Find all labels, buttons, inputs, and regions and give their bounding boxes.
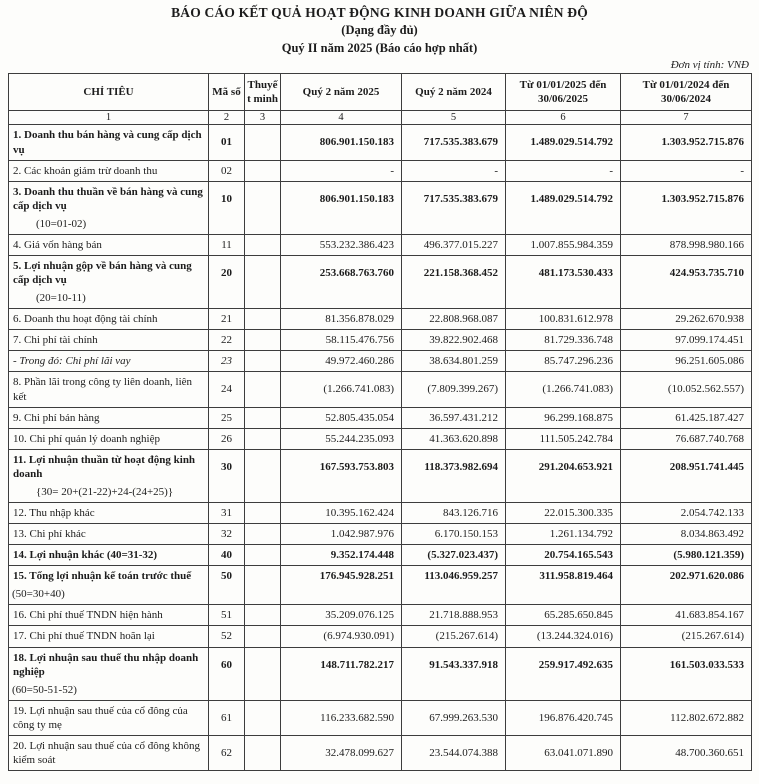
value-q2-2024: 23.544.074.388 xyxy=(402,735,506,770)
formula-row xyxy=(9,586,752,605)
row-label: 17. Chi phí thuế TNDN hoãn lại xyxy=(9,626,209,647)
row-label: 12. Thu nhập khác xyxy=(9,503,209,524)
row-note xyxy=(245,234,281,255)
row-code: 24 xyxy=(209,372,245,407)
value-q2-2025: 806.901.150.183 xyxy=(281,125,402,160)
row-code: 40 xyxy=(209,545,245,566)
table-row xyxy=(9,647,752,682)
value-q2-2025: 1.042.987.976 xyxy=(281,524,402,545)
value-ytd-2025: 100.831.612.978 xyxy=(506,309,621,330)
value-ytd-2025: (13.244.324.016) xyxy=(506,626,621,647)
table-row xyxy=(9,545,752,566)
value-ytd-2024: 208.951.741.445 xyxy=(621,449,752,484)
empty-cell xyxy=(209,682,245,701)
value-q2-2025: 52.805.435.054 xyxy=(281,407,402,428)
value-q2-2024: - xyxy=(402,160,506,181)
value-ytd-2025: (1.266.741.083) xyxy=(506,372,621,407)
value-ytd-2025: 1.489.029.514.792 xyxy=(506,125,621,160)
row-code: 02 xyxy=(209,160,245,181)
value-q2-2024: 91.543.337.918 xyxy=(402,647,506,682)
empty-cell xyxy=(621,290,752,309)
value-q2-2024: (5.327.023.437) xyxy=(402,545,506,566)
value-ytd-2025: 85.747.296.236 xyxy=(506,351,621,372)
value-q2-2024: 843.126.716 xyxy=(402,503,506,524)
value-ytd-2024: 48.700.360.651 xyxy=(621,735,752,770)
value-q2-2025: 553.232.386.423 xyxy=(281,234,402,255)
table-row xyxy=(9,700,752,735)
row-label: 11. Lợi nhuận thuần từ hoạt động kinh doanh xyxy=(9,449,209,484)
row-label: 19. Lợi nhuận sau thuế của cổ đông của công ty mẹ xyxy=(9,700,209,735)
empty-cell xyxy=(402,216,506,235)
column-index: 3 xyxy=(245,111,281,125)
value-ytd-2025: 65.285.650.845 xyxy=(506,605,621,626)
row-note xyxy=(245,735,281,770)
row-label: 10. Chi phí quản lý doanh nghiệp xyxy=(9,428,209,449)
report-title: BÁO CÁO KẾT QUẢ HOẠT ĐỘNG KINH DOANH GIỮA NIÊN ĐỘ xyxy=(171,5,588,20)
empty-cell xyxy=(506,290,621,309)
empty-cell xyxy=(402,682,506,701)
value-ytd-2025: 259.917.492.635 xyxy=(506,647,621,682)
empty-cell xyxy=(281,290,402,309)
value-ytd-2024: 1.303.952.715.876 xyxy=(621,181,752,216)
row-note xyxy=(245,566,281,587)
value-q2-2024: 6.170.150.153 xyxy=(402,524,506,545)
table-row xyxy=(9,605,752,626)
row-code: 25 xyxy=(209,407,245,428)
value-ytd-2025: 196.876.420.745 xyxy=(506,700,621,735)
row-code: 01 xyxy=(209,125,245,160)
value-q2-2025: 55.244.235.093 xyxy=(281,428,402,449)
empty-cell xyxy=(281,216,402,235)
value-q2-2025: 806.901.150.183 xyxy=(281,181,402,216)
value-ytd-2024: 1.303.952.715.876 xyxy=(621,125,752,160)
value-ytd-2024: 97.099.174.451 xyxy=(621,330,752,351)
value-q2-2024: 22.808.968.087 xyxy=(402,309,506,330)
value-q2-2025: 148.711.782.217 xyxy=(281,647,402,682)
value-ytd-2024: 96.251.605.086 xyxy=(621,351,752,372)
empty-cell xyxy=(402,484,506,503)
value-ytd-2024: (5.980.121.359) xyxy=(621,545,752,566)
value-q2-2025: - xyxy=(281,160,402,181)
value-q2-2024: 39.822.902.468 xyxy=(402,330,506,351)
value-q2-2025: (1.266.741.083) xyxy=(281,372,402,407)
row-note xyxy=(245,449,281,484)
column-index: 4 xyxy=(281,111,402,125)
row-note xyxy=(245,125,281,160)
table-row xyxy=(9,181,752,216)
value-ytd-2025: 111.505.242.784 xyxy=(506,428,621,449)
report-period: Quý II năm 2025 (Báo cáo hợp nhất) xyxy=(281,41,478,55)
empty-cell xyxy=(245,484,281,503)
empty-cell xyxy=(281,586,402,605)
row-label: 7. Chi phí tài chính xyxy=(9,330,209,351)
empty-cell xyxy=(506,682,621,701)
table-row xyxy=(9,330,752,351)
row-formula: (20=10-11) xyxy=(9,290,209,309)
row-code: 23 xyxy=(209,351,245,372)
value-q2-2024: 717.535.383.679 xyxy=(402,125,506,160)
empty-cell xyxy=(245,586,281,605)
row-label: 6. Doanh thu hoạt động tài chính xyxy=(9,309,209,330)
row-code: 30 xyxy=(209,449,245,484)
unit-note: Đơn vị tính: VNĐ xyxy=(670,59,749,71)
value-q2-2024: 717.535.383.679 xyxy=(402,181,506,216)
table-row xyxy=(9,309,752,330)
row-code: 21 xyxy=(209,309,245,330)
value-ytd-2025: 311.958.819.464 xyxy=(506,566,621,587)
row-label: 16. Chi phí thuế TNDN hiện hành xyxy=(9,605,209,626)
row-formula: (50=30+40) xyxy=(9,586,209,605)
column-header-ytd-2024: Từ 01/01/2024 đến 30/06/2024 xyxy=(621,74,752,111)
row-label: 9. Chi phí bán hàng xyxy=(9,407,209,428)
table-row xyxy=(9,524,752,545)
empty-cell xyxy=(281,484,402,503)
value-ytd-2024: 61.425.187.427 xyxy=(621,407,752,428)
row-label: 8. Phần lãi trong công ty liên doanh, liên kết xyxy=(9,372,209,407)
value-q2-2025: 81.356.878.029 xyxy=(281,309,402,330)
column-index: 7 xyxy=(621,111,752,125)
row-note xyxy=(245,330,281,351)
row-code: 60 xyxy=(209,647,245,682)
column-index: 6 xyxy=(506,111,621,125)
value-q2-2024: (215.267.614) xyxy=(402,626,506,647)
value-q2-2024: 221.158.368.452 xyxy=(402,255,506,290)
value-q2-2025: 49.972.460.286 xyxy=(281,351,402,372)
value-ytd-2024: 41.683.854.167 xyxy=(621,605,752,626)
row-note xyxy=(245,503,281,524)
row-code: 50 xyxy=(209,566,245,587)
row-label: 2. Các khoản giảm trừ doanh thu xyxy=(9,160,209,181)
value-q2-2025: 167.593.753.803 xyxy=(281,449,402,484)
value-ytd-2024: 29.262.670.938 xyxy=(621,309,752,330)
row-note xyxy=(245,309,281,330)
value-q2-2025: 176.945.928.251 xyxy=(281,566,402,587)
formula-row xyxy=(9,290,752,309)
empty-cell xyxy=(621,216,752,235)
value-q2-2024: 36.597.431.212 xyxy=(402,407,506,428)
empty-cell xyxy=(209,586,245,605)
row-label: - Trong đó: Chi phí lãi vay xyxy=(9,351,209,372)
row-note xyxy=(245,407,281,428)
row-code: 62 xyxy=(209,735,245,770)
row-code: 11 xyxy=(209,234,245,255)
table-row xyxy=(9,735,752,770)
row-code: 51 xyxy=(209,605,245,626)
row-note xyxy=(245,545,281,566)
value-ytd-2024: 112.802.672.882 xyxy=(621,700,752,735)
header-row xyxy=(9,74,752,111)
value-ytd-2024: 161.503.033.533 xyxy=(621,647,752,682)
formula-row xyxy=(9,484,752,503)
row-code: 52 xyxy=(209,626,245,647)
row-label: 5. Lợi nhuận gộp về bán hàng và cung cấp dịch vụ xyxy=(9,255,209,290)
value-q2-2024: 67.999.263.530 xyxy=(402,700,506,735)
empty-cell xyxy=(209,216,245,235)
value-ytd-2024: 76.687.740.768 xyxy=(621,428,752,449)
income-statement-table xyxy=(8,73,752,771)
value-ytd-2025: 1.261.134.792 xyxy=(506,524,621,545)
row-note xyxy=(245,255,281,290)
value-q2-2024: 496.377.015.227 xyxy=(402,234,506,255)
empty-cell xyxy=(402,290,506,309)
column-index: 5 xyxy=(402,111,506,125)
column-header-thuyet-minh: Thuyết minh xyxy=(245,74,281,111)
value-ytd-2025: 481.173.530.433 xyxy=(506,255,621,290)
empty-cell xyxy=(402,586,506,605)
table-row xyxy=(9,449,752,484)
row-note xyxy=(245,372,281,407)
table-row xyxy=(9,234,752,255)
table-row xyxy=(9,255,752,290)
value-ytd-2024: 2.054.742.133 xyxy=(621,503,752,524)
row-note xyxy=(245,700,281,735)
formula-row xyxy=(9,682,752,701)
empty-cell xyxy=(506,484,621,503)
row-note xyxy=(245,524,281,545)
row-code: 26 xyxy=(209,428,245,449)
row-label: 14. Lợi nhuận khác (40=31-32) xyxy=(9,545,209,566)
row-formula: (60=50-51-52) xyxy=(9,682,209,701)
value-ytd-2025: 20.754.165.543 xyxy=(506,545,621,566)
value-ytd-2025: - xyxy=(506,160,621,181)
column-index-row xyxy=(9,111,752,125)
table-row xyxy=(9,626,752,647)
value-q2-2024: (7.809.399.267) xyxy=(402,372,506,407)
value-q2-2025: 58.115.476.756 xyxy=(281,330,402,351)
row-note xyxy=(245,181,281,216)
value-ytd-2024: 424.953.735.710 xyxy=(621,255,752,290)
empty-cell xyxy=(621,586,752,605)
value-ytd-2025: 81.729.336.748 xyxy=(506,330,621,351)
report-subtitle: (Dạng đầy đủ) xyxy=(341,23,418,37)
value-ytd-2024: - xyxy=(621,160,752,181)
empty-cell xyxy=(621,484,752,503)
row-code: 10 xyxy=(209,181,245,216)
row-label: 3. Doanh thu thuần về bán hàng và cung cấp dịch vụ xyxy=(9,181,209,216)
row-note xyxy=(245,160,281,181)
value-ytd-2025: 1.489.029.514.792 xyxy=(506,181,621,216)
row-note xyxy=(245,351,281,372)
value-ytd-2025: 291.204.653.921 xyxy=(506,449,621,484)
table-row xyxy=(9,160,752,181)
value-q2-2025: 253.668.763.760 xyxy=(281,255,402,290)
value-ytd-2024: 878.998.980.166 xyxy=(621,234,752,255)
empty-cell xyxy=(245,216,281,235)
value-ytd-2025: 1.007.855.984.359 xyxy=(506,234,621,255)
value-q2-2025: (6.974.930.091) xyxy=(281,626,402,647)
value-q2-2024: 38.634.801.259 xyxy=(402,351,506,372)
row-code: 20 xyxy=(209,255,245,290)
value-q2-2025: 35.209.076.125 xyxy=(281,605,402,626)
empty-cell xyxy=(621,682,752,701)
value-q2-2024: 41.363.620.898 xyxy=(402,428,506,449)
row-label: 13. Chi phí khác xyxy=(9,524,209,545)
row-code: 32 xyxy=(209,524,245,545)
empty-cell xyxy=(506,586,621,605)
column-index: 2 xyxy=(209,111,245,125)
table-header xyxy=(9,74,752,125)
formula-row xyxy=(9,216,752,235)
row-label: 15. Tổng lợi nhuận kế toán trước thuế xyxy=(9,566,209,587)
column-header-ma-so: Mã số xyxy=(209,74,245,111)
row-code: 31 xyxy=(209,503,245,524)
table-row xyxy=(9,351,752,372)
table-row xyxy=(9,503,752,524)
value-ytd-2025: 96.299.168.875 xyxy=(506,407,621,428)
column-header-q2-2025: Quý 2 năm 2025 xyxy=(281,74,402,111)
row-label: 18. Lợi nhuận sau thuế thu nhập doanh nghiệp xyxy=(9,647,209,682)
value-ytd-2024: 8.034.863.492 xyxy=(621,524,752,545)
column-index: 1 xyxy=(9,111,209,125)
row-note xyxy=(245,428,281,449)
table-row xyxy=(9,428,752,449)
table-row xyxy=(9,125,752,160)
row-formula: (10=01-02) xyxy=(9,216,209,235)
row-formula: {30= 20+(21-22)+24-(24+25)} xyxy=(9,484,209,503)
table-row xyxy=(9,566,752,587)
empty-cell xyxy=(209,484,245,503)
value-q2-2024: 21.718.888.953 xyxy=(402,605,506,626)
row-label: 4. Giá vốn hàng bán xyxy=(9,234,209,255)
empty-cell xyxy=(281,682,402,701)
title-block xyxy=(0,0,759,56)
row-label: 1. Doanh thu bán hàng và cung cấp dịch vụ xyxy=(9,125,209,160)
row-code: 22 xyxy=(209,330,245,351)
table-row xyxy=(9,372,752,407)
table-row xyxy=(9,407,752,428)
row-code: 61 xyxy=(209,700,245,735)
row-note xyxy=(245,605,281,626)
value-q2-2024: 113.046.959.257 xyxy=(402,566,506,587)
row-label: 20. Lợi nhuận sau thuế của cổ đông không kiểm soát xyxy=(9,735,209,770)
column-header-chi-tieu: CHỈ TIÊU xyxy=(9,74,209,111)
value-q2-2025: 9.352.174.448 xyxy=(281,545,402,566)
value-q2-2025: 116.233.682.590 xyxy=(281,700,402,735)
value-ytd-2025: 63.041.071.890 xyxy=(506,735,621,770)
column-header-q2-2024: Quý 2 năm 2024 xyxy=(402,74,506,111)
value-ytd-2024: (10.052.562.557) xyxy=(621,372,752,407)
empty-cell xyxy=(245,682,281,701)
empty-cell xyxy=(245,290,281,309)
empty-cell xyxy=(506,216,621,235)
value-q2-2025: 32.478.099.627 xyxy=(281,735,402,770)
row-note xyxy=(245,626,281,647)
value-ytd-2024: (215.267.614) xyxy=(621,626,752,647)
value-q2-2025: 10.395.162.424 xyxy=(281,503,402,524)
empty-cell xyxy=(209,290,245,309)
value-q2-2024: 118.373.982.694 xyxy=(402,449,506,484)
column-header-ytd-2025: Từ 01/01/2025 đến 30/06/2025 xyxy=(506,74,621,111)
row-note xyxy=(245,647,281,682)
value-ytd-2025: 22.015.300.335 xyxy=(506,503,621,524)
table-body xyxy=(9,125,752,771)
value-ytd-2024: 202.971.620.086 xyxy=(621,566,752,587)
